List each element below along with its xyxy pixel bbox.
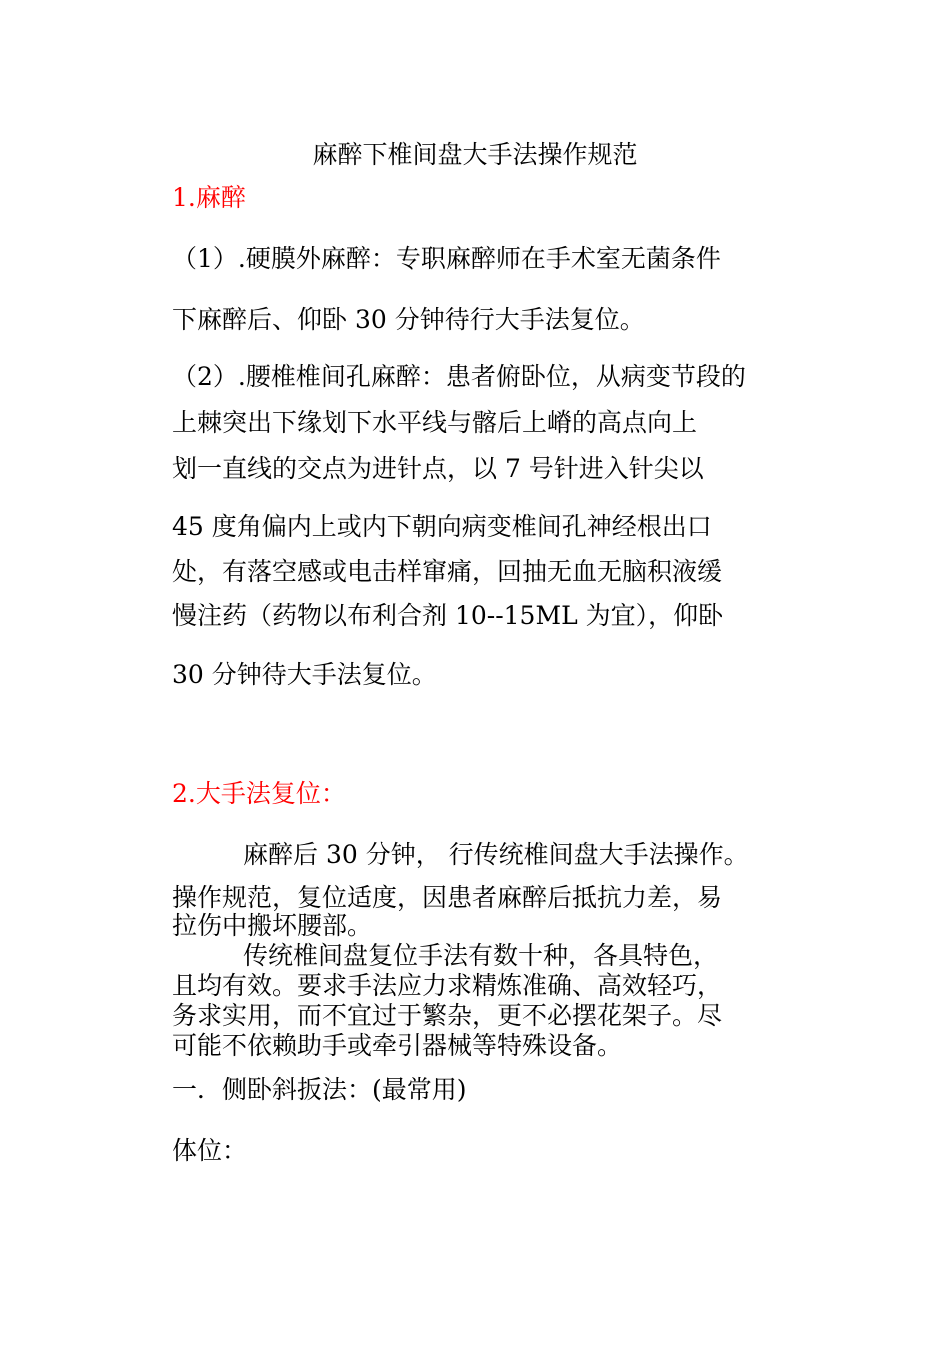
paragraph-line: （2）.腰椎椎间孔麻醉：患者俯卧位，从病变节段的 (172, 362, 746, 391)
paragraph-line: 划一直线的交点为进针点，以 7 号针进入针尖以 (172, 454, 704, 483)
paragraph-line: 下麻醉后、仰卧 30 分钟待行大手法复位。 (172, 305, 645, 334)
paragraph-line: 30 分钟待大手法复位。 (172, 660, 437, 689)
paragraph-line: 且均有效。要求手法应力求精炼准确、高效轻巧， (172, 971, 723, 1000)
document-title: 麻醉下椎间盘大手法操作规范 (312, 140, 638, 169)
paragraph-line: 可能不依赖助手或牵引器械等特殊设备。 (172, 1031, 623, 1060)
paragraph-line: 麻醉后 30 分钟， 行传统椎间盘大手法操作。 (243, 840, 749, 869)
paragraph-line: 处，有落空感或电击样窜痛，回抽无血无脑积液缓 (172, 557, 723, 586)
paragraph-line: 务求实用，而不宜过于繁杂，更不必摆花架子。尽 (172, 1001, 723, 1030)
section-heading-manipulation: 2.大手法复位： (172, 779, 346, 808)
paragraph-line: 45 度角偏内上或内下朝向病变椎间孔神经根出口 (172, 512, 712, 541)
paragraph-line: 上棘突出下缘划下水平线与髂后上嵴的高点向上 (172, 408, 698, 437)
section-heading-anesthesia: 1.麻醉 (172, 183, 246, 212)
paragraph-line: 操作规范，复位适度，因患者麻醉后抵抗力差，易 (172, 883, 723, 912)
subsection-heading: 一．侧卧斜扳法：(最常用) (172, 1075, 467, 1104)
paragraph-line: 体位： (172, 1136, 248, 1165)
paragraph-line: 拉伤中搬坏腰部。 (172, 911, 373, 940)
paragraph-line: （1）.硬膜外麻醉：专职麻醉师在手术室无菌条件 (172, 244, 721, 273)
paragraph-line: 传统椎间盘复位手法有数十种，各具特色， (243, 941, 719, 970)
paragraph-line: 慢注药（药物以布利合剂 10--15ML 为宜），仰卧 (172, 601, 724, 630)
